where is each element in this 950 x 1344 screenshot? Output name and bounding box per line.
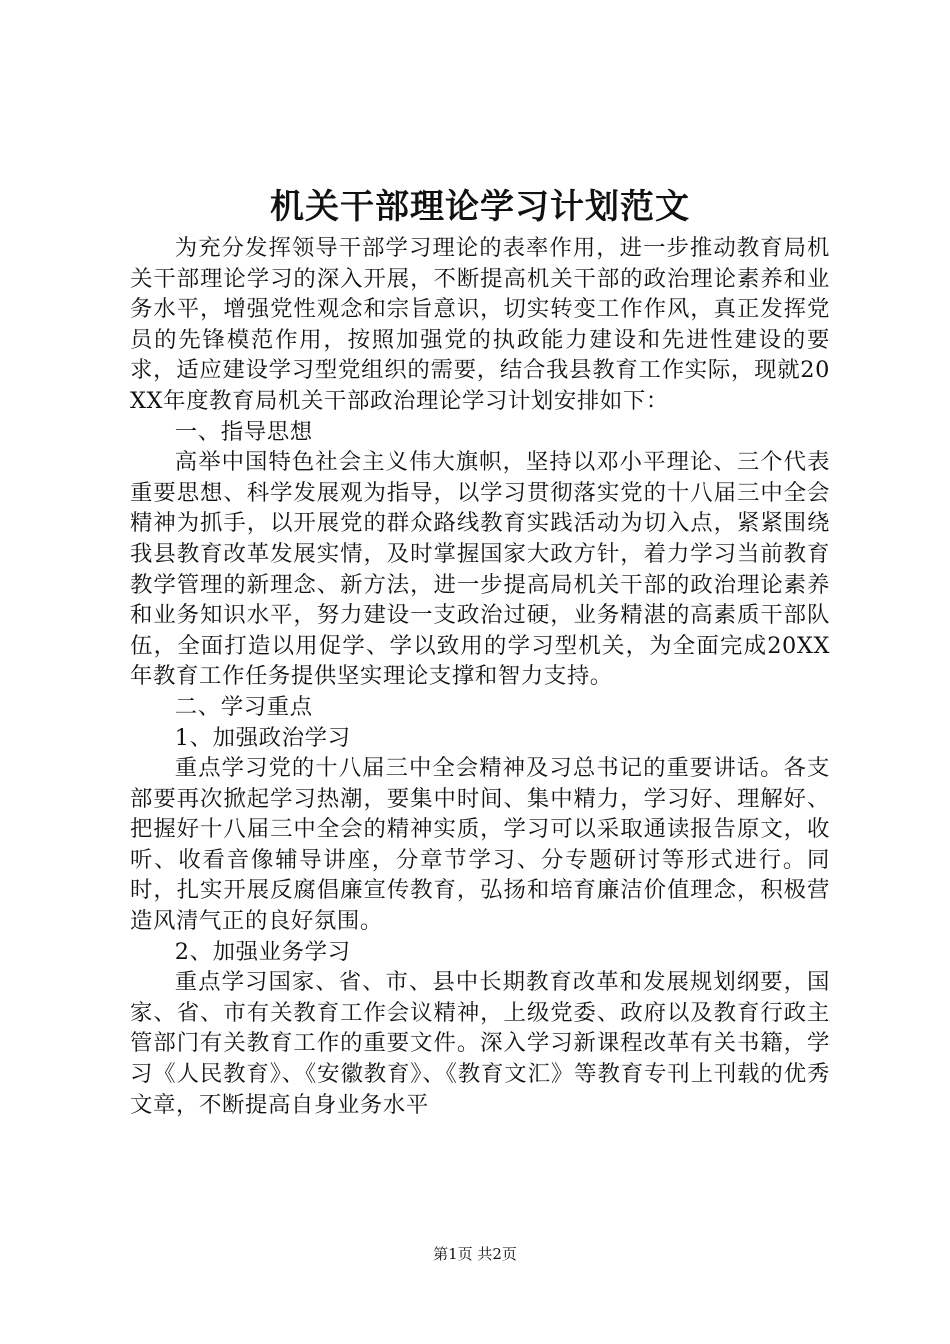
guiding-ideology-paragraph: 高举中国特色社会主义伟大旗帜，坚持以邓小平理论、三个代表重要思想、科学发展观为指导，以学习贯彻落实党的十八届三中全会精神为抓手，以开展党的群众路线教育实践活动为切入点，紧紧围绕我县教育改革发展实情，及时掌握国家大政方针，着力学习当前教育教学管理的新理念、新方法，进一步提高局机关干部的政治理论素养和业务知识水平，努力建设一支政治过硬，业务精湛的高素质干部队伍，全面打造以用促学、学以致用的学习型机关，为全面完成20XX年教育工作任务提供坚实理论支撑和智力支持。 bbox=[130, 449, 830, 690]
political-study-paragraph: 重点学习党的十八届三中全会精神及习总书记的重要讲话。各支部要再次掀起学习热潮，要集中时间、集中精力，学习好、理解好、把握好十八届三中全会的精神实质，学习可以采取通读报告原文，收听、收看音像辅导讲座，分章节学习、分专题研讨等形式进行。同时，扎实开展反腐倡廉宣传教育，弘扬和培育廉洁价值理念，积极营造风清气正的良好氛围。 bbox=[130, 755, 830, 935]
business-study-paragraph: 重点学习国家、省、市、县中长期教育改革和发展规划纲要，国家、省、市有关教育工作会议精神，上级党委、政府以及教育行政主管部门有关教育工作的重要文件。深入学习新课程改革有关书籍，学习《人民教育》、《安徽教育》、《教育文汇》等教育专刊上刊载的优秀文章，不断提高自身业务水平 bbox=[130, 969, 830, 1118]
section-heading-guiding-ideology: 一、指导思想 bbox=[174, 418, 313, 445]
intro-paragraph: 为充分发挥领导干部学习理论的表率作用，进一步推动教育局机关干部理论学习的深入开展，不断提高机关干部的政治理论素养和业务水平，增强党性观念和宗旨意识，切实转变工作作风，真正发挥党员的先锋模范作用，按照加强党的执政能力建设和先进性建设的要求，适应建设学习型党组织的需要，结合我县教育工作实际，现就20XX年度教育局机关干部政治理论学习计划安排如下： bbox=[130, 235, 830, 414]
subsection-heading-business-study: 2、加强业务学习 bbox=[174, 938, 351, 965]
section-heading-study-focus: 二、学习重点 bbox=[174, 693, 313, 720]
page-footer: 第1页 共2页 bbox=[433, 1245, 517, 1263]
subsection-heading-political-study: 1、加强政治学习 bbox=[174, 724, 351, 751]
document-page bbox=[130, 183, 830, 1120]
document-title: 机关干部理论学习计划范文 bbox=[270, 187, 690, 227]
